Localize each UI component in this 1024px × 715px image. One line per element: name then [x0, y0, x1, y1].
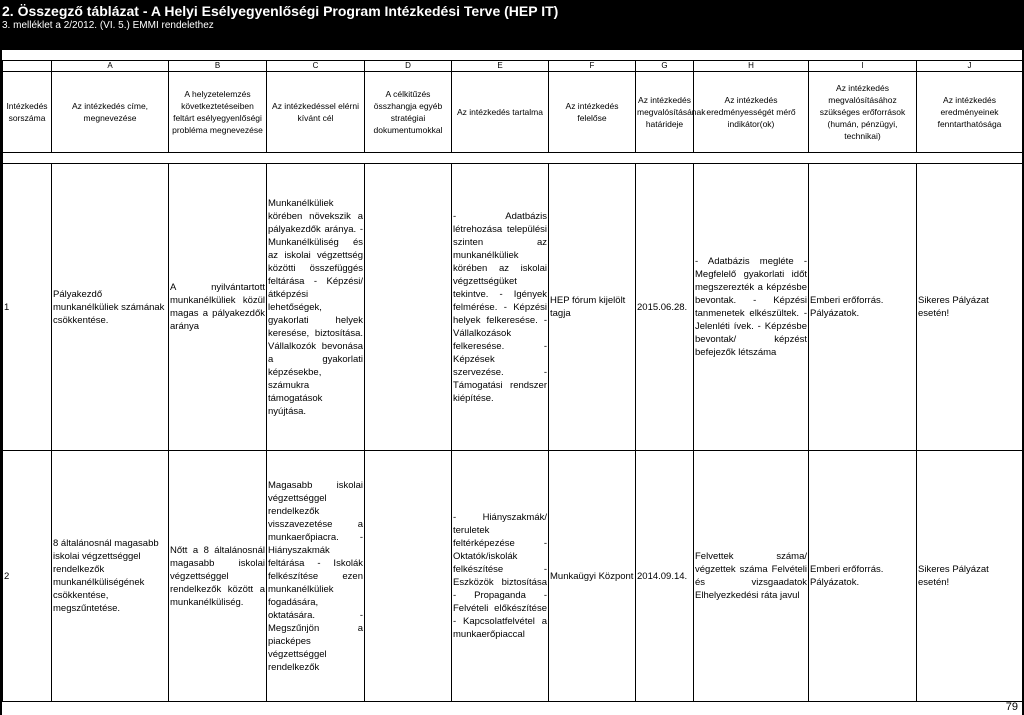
column-header: Intézkedés sorszáma [3, 72, 52, 153]
column-header: Az intézkedés címe, megnevezése [52, 72, 169, 153]
column-letter: I [809, 61, 917, 72]
indicator-cell: Felvettek száma/ végzettek száma Felvételi és vizsgaadatok Elhelyezkedési ráta javul [694, 451, 809, 702]
alignment-cell [365, 164, 452, 451]
column-letter-row [3, 61, 1023, 72]
document-page [2, 50, 1022, 715]
responsible-cell: Munkaügyi Központ [549, 451, 636, 702]
column-letter: D [365, 61, 452, 72]
problem-cell: Nőtt a 8 általánosnál magasabb iskolai végzettséggel rendelkezők között a munkanélküliség. [169, 451, 267, 702]
deadline-cell: 2015.06.28. [636, 164, 694, 451]
row-number: 2 [3, 451, 52, 702]
alignment-cell [365, 451, 452, 702]
sustainability-cell: Sikeres Pályázat esetén! [917, 164, 1023, 451]
content-cell: - Adatbázis létrehozása települési szinten az munkanélküliek körében az iskolai végzettségüket tekintve. - Igények felmérése. - Képzési helyek felkeresése. - Vállalkozások felkeresése. - Képzések szervezése. - Támogatási rendszer kiépítése. [452, 164, 549, 451]
column-header: Az intézkedés eredményeinek fenntarthatósága [917, 72, 1023, 153]
page-subtitle: 3. melléklet a 2/2012. (VI. 5.) EMMI rendelethez [2, 20, 214, 31]
column-header: Az intézkedés megvalósításának határideje [636, 72, 694, 153]
column-header: A célkitűzés összhangja egyéb stratégiai dokumentumokkal [365, 72, 452, 153]
measure-title: 8 általánosnál magasabb iskolai végzettséggel rendelkezők munkanélküliségének csökkentése, megszűntetése. [52, 451, 169, 702]
column-header: A helyzetelemzés következtetéseiben feltárt esélyegyenlőségi probléma megnevezése [169, 72, 267, 153]
column-header: Az intézkedés tartalma [452, 72, 549, 153]
responsible-cell: HEP fórum kijelölt tagja [549, 164, 636, 451]
spacer-cell [3, 153, 1023, 164]
page-number: 79 [1005, 701, 1018, 713]
column-letter [3, 61, 52, 72]
resources-cell: Emberi erőforrás. Pályázatok. [809, 164, 917, 451]
goal-cell: Magasabb iskolai végzettséggel rendelkezők visszavezetése a munkaerőpiacra. - Hiányszakmák feltárása - Iskolák felkészítése ezen munkanélküliek fogadására, oktatására. - Megszűnjön a piacképes végzettséggel rendelkezők [267, 451, 365, 702]
page-title: 2. Összegző táblázat - A Helyi Esélyegyenlőségi Program Intézkedési Terve (HEP IT) [2, 3, 559, 19]
sustainability-cell: Sikeres Pályázat esetén! [917, 451, 1023, 702]
measure-title: Pályakezdő munkanélküliek számának csökkentése. [52, 164, 169, 451]
column-letter: A [52, 61, 169, 72]
column-header: Az intézkedés megvalósításához szükséges erőforrások (humán, pénzügyi, technikai) [809, 72, 917, 153]
action-plan-table [2, 60, 1023, 702]
resources-cell: Emberi erőforrás. Pályázatok. [809, 451, 917, 702]
spacer-row [3, 153, 1023, 164]
column-header: Az intézkedéssel elérni kívánt cél [267, 72, 365, 153]
row-number: 1 [3, 164, 52, 451]
column-letter: H [694, 61, 809, 72]
column-letter: E [452, 61, 549, 72]
problem-cell: A nyilvántartott munkanélküliek közül magas a pályakezdők aránya [169, 164, 267, 451]
indicator-cell: - Adatbázis megléte - Megfelelő gyakorlati időt megszerezték a képzésbe bevontak. - Képzési tanmenetek elkészültek. - Jelenléti ívek. - Képzésbe bevontak/ képzést befejezők létszáma [694, 164, 809, 451]
document-header [0, 0, 1024, 50]
column-header-row [3, 72, 1023, 153]
column-header: Az intézkedés eredményességét mérő indikátor(ok) [694, 72, 809, 153]
column-letter: B [169, 61, 267, 72]
column-letter: F [549, 61, 636, 72]
table-row [3, 164, 1023, 451]
column-letter: J [917, 61, 1023, 72]
content-cell: - Hiányszakmák/ teruletek feltérképezése - Oktatók/iskolák felkészítése - Eszközök biztosítása - Propaganda - Felvételi előkészítése - Kapcsolatfelvétel a munkaerőpiaccal [452, 451, 549, 702]
goal-cell: Munkanélküliek körében növekszik a pályakezdők aránya. - Munkanélküliség és az iskolai végzettség közötti összefüggés feltárása - Képzési/ átképzési lehetőségek, gyakorlati helyek keresése, biztosítása. Vállalkozók bevonása a gyakorlati képzésekbe, számukra támogatások nyújtása. [267, 164, 365, 451]
column-letter: G [636, 61, 694, 72]
column-letter: C [267, 61, 365, 72]
column-header: Az intézkedés felelőse [549, 72, 636, 153]
deadline-cell: 2014.09.14. [636, 451, 694, 702]
table-row [3, 451, 1023, 702]
